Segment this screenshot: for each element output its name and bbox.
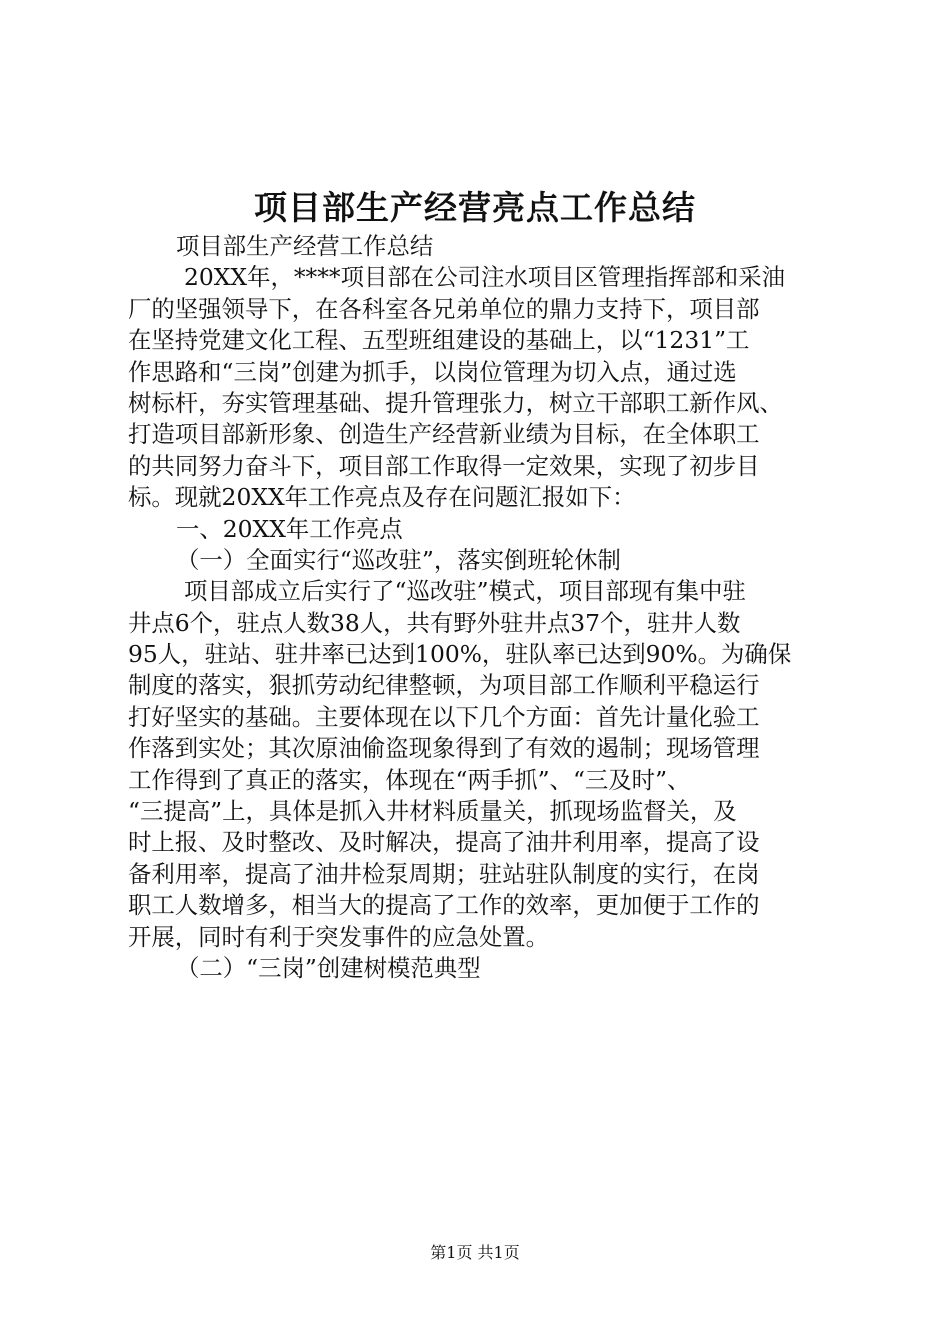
paragraph-line: 备利用率，提高了油井检泵周期；驻站驻队制度的实行，在岗 xyxy=(128,859,760,888)
paragraph-line: 标。现就20XX年工作亮点及存在问题汇报如下： xyxy=(128,483,636,512)
section-heading: 一、20XX年工作亮点 xyxy=(176,514,403,543)
paragraph-line: 在坚持党建文化工程、五型班组建设的基础上，以“1231”工 xyxy=(128,326,750,355)
subsection-heading: （一）全面实行“巡改驻”，落实倒班轮休制 xyxy=(176,545,621,574)
paragraph-line: 95人，驻站、驻井率已达到100%，驻队率已达到90%。为确保 xyxy=(128,640,792,669)
paragraph-line: 作思路和“三岗”创建为抓手，以岗位管理为切入点，通过选 xyxy=(128,357,737,386)
paragraph-line: 职工人数增多，相当大的提高了工作的效率，更加便于工作的 xyxy=(128,891,760,920)
paragraph-line: 项目部成立后实行了“巡改驻”模式，项目部现有集中驻 xyxy=(184,577,746,606)
document-body xyxy=(128,231,828,984)
paragraph-line: 时上报、及时整改、及时解决，提高了油井利用率，提高了设 xyxy=(128,828,760,857)
subsection-heading: （二）“三岗”创建树模范典型 xyxy=(176,953,481,982)
paragraph-line: 开展，同时有利于突发事件的应急处置。 xyxy=(128,922,550,951)
paragraph-line: 20XX年，****项目部在公司注水项目区管理指挥部和采油 xyxy=(184,263,786,292)
paragraph-line: 厂的坚强领导下，在各科室各兄弟单位的鼎力支持下，项目部 xyxy=(128,294,760,323)
paragraph-line: 工作得到了真正的落实，体现在“两手抓”、“三及时”、 xyxy=(128,765,691,794)
paragraph-line: 打造项目部新形象、创造生产经营新业绩为目标，在全体职工 xyxy=(128,420,760,449)
document-title: 项目部生产经营亮点工作总结 xyxy=(254,188,696,227)
paragraph-line: “三提高”上，具体是抓入井材料质量关，抓现场监督关，及 xyxy=(128,797,737,826)
page-footer: 第1页 共1页 xyxy=(430,1243,520,1262)
subtitle-line: 项目部生产经营工作总结 xyxy=(176,232,434,260)
paragraph-line: 的共同努力奋斗下，项目部工作取得一定效果，实现了初步目 xyxy=(128,451,760,480)
paragraph-line: 作落到实处；其次原油偷盗现象得到了有效的遏制；现场管理 xyxy=(128,734,760,763)
paragraph-line: 打好坚实的基础。主要体现在以下几个方面：首先计量化验工 xyxy=(128,702,760,731)
paragraph-line: 制度的落实，狠抓劳动纪律整顿，为项目部工作顺利平稳运行 xyxy=(128,671,760,700)
paragraph-line: 井点6个，驻点人数38人，共有野外驻井点37个，驻井人数 xyxy=(128,608,741,637)
paragraph-line: 树标杆，夯实管理基础、提升管理张力，树立干部职工新作风、 xyxy=(128,388,783,417)
